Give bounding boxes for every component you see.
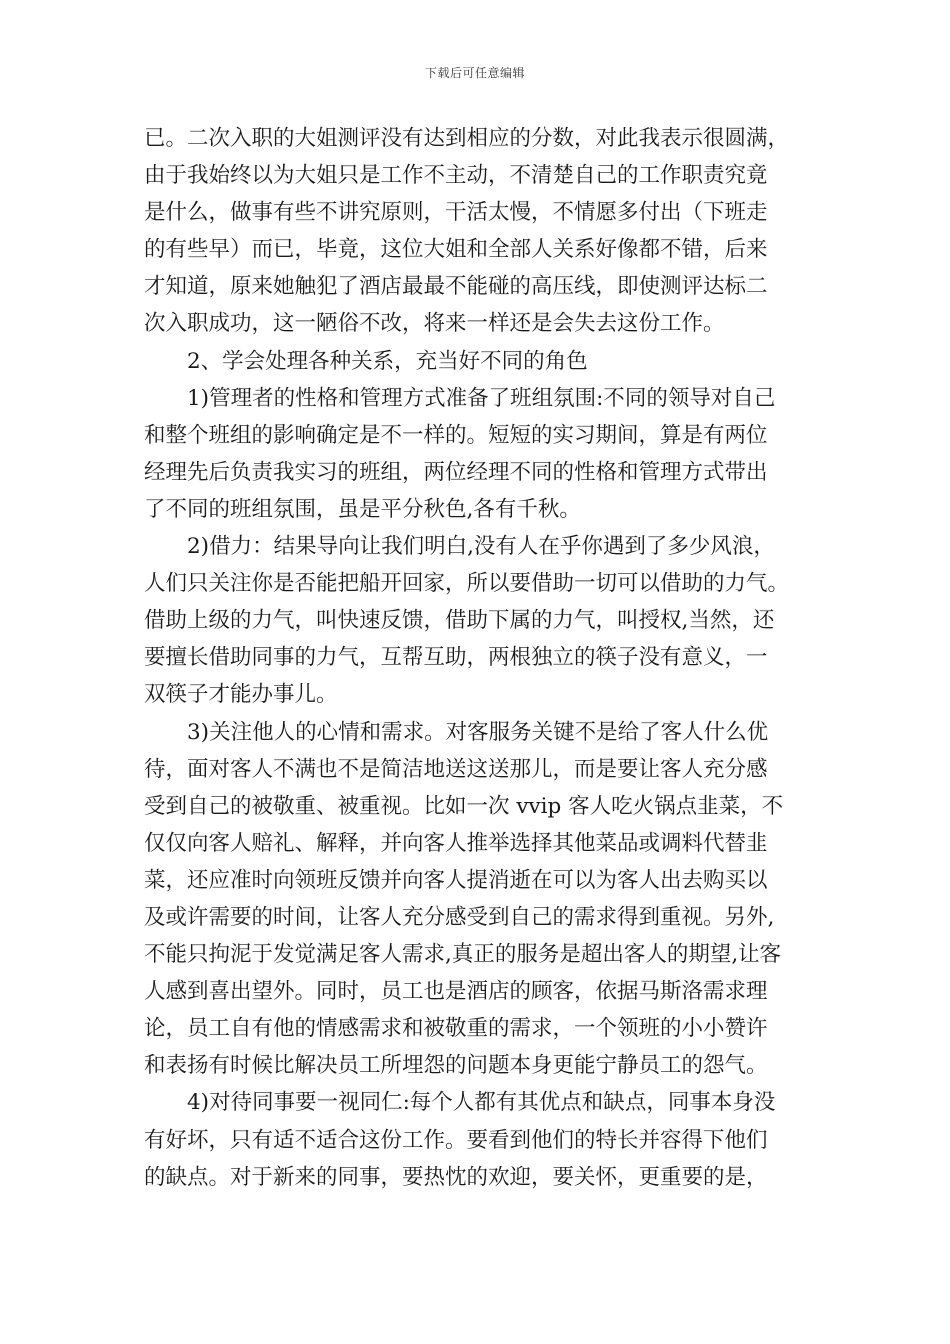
paragraph-line: 待，面对客人不满也不是简洁地送这送那儿，而是要让客人充分感 (144, 756, 768, 782)
paragraph-line: 次入职成功，这一陋俗不改，将来一样还是会失去这份工作。 (144, 311, 725, 337)
paragraph-first-line: 1)管理者的性格和管理方式准备了班组氛围:不同的领导对自己 (187, 385, 776, 411)
paragraph-line: 的缺点。对于新来的同事，要热忱的欢迎，要关怀，更重要的是， (144, 1164, 768, 1190)
paragraph-line: 的有些早）而已，毕竟，这位大姐和全部人关系好像都不错，后来 (144, 237, 768, 263)
paragraph-first-line: 2、学会处理各种关系，充当好不同的角色 (187, 348, 588, 374)
paragraph-line: 才知道，原来她触犯了酒店最最不能碰的高压线，即使测评达标二 (144, 274, 768, 300)
paragraph-line: 由于我始终以为大姐只是工作不主动，不清楚自己的工作职责究竟 (144, 163, 768, 189)
paragraph-line: 不能只拘泥于发觉满足客人需求,真正的服务是超出客人的期望,让客 (144, 942, 782, 968)
document-body (144, 120, 812, 1196)
paragraph-line: 了不同的班组氛围，虽是平分秋色,各有千秋。 (144, 496, 581, 522)
paragraph-line: 人感到喜出望外。同时，员工也是酒店的顾客，依据马斯洛需求理 (144, 979, 768, 1005)
paragraph-line: 人们只关注你是否能把船开回家，所以要借助一切可以借助的力气。 (144, 571, 790, 597)
paragraph-line: 论，员工自有他的情感需求和被敬重的需求，一个领班的小小赞许 (144, 1016, 768, 1042)
paragraph-first-line: 4)对待同事要一视同仁:每个人都有其优点和缺点，同事本身没 (187, 1090, 776, 1116)
paragraph-line: 及或许需要的时间，让客人充分感受到自己的需求得到重视。另外, (144, 904, 775, 930)
paragraph-line: 和整个班组的影响确定是不一样的。短短的实习期间，算是有两位 (144, 422, 768, 448)
paragraph-line: 和表扬有时候比解决员工所埋怨的问题本身更能宁静员工的怨气。 (144, 1053, 768, 1079)
paragraph-line: 经理先后负责我实习的班组，两位经理不同的性格和管理方式带出 (144, 459, 768, 485)
paragraph-first-line: 2)借力：结果导向让我们明白,没有人在乎你遇到了多少风浪， (187, 534, 775, 560)
paragraph-first-line: 3)关注他人的心情和需求。对客服务关键不是给了客人什么优 (187, 719, 769, 745)
paragraph-line: 仅仅向客人赔礼、解释，并向客人推举选择其他菜品或调料代替韭 (144, 830, 768, 856)
paragraph-line: 有好坏，只有适不适合这份工作。要看到他们的特长并容得下他们 (144, 1127, 768, 1153)
paragraph-line: 双筷子才能办事儿。 (144, 682, 338, 708)
paragraph-line: 是什么，做事有些不讲究原则，干活太慢，不情愿多付出（下班走 (144, 200, 768, 226)
paragraph-line: 菜，还应准时向领班反馈并向客人提消逝在可以为客人出去购买以 (144, 867, 768, 893)
paragraph-line: 要擅长借助同事的力气，互帮互助，两根独立的筷子没有意义，一 (144, 645, 768, 671)
page-header: 下载后可任意编辑 (424, 66, 525, 80)
paragraph-line: 借助上级的力气，叫快速反馈，借助下属的力气，叫授权,当然，还 (144, 608, 775, 634)
paragraph-line: 已。二次入职的大姐测评没有达到相应的分数，对此我表示很圆满， (144, 126, 790, 151)
paragraph-line: 受到自己的被敬重、被重视。比如一次 vvip 客人吃火锅点韭菜，不 (144, 793, 784, 819)
